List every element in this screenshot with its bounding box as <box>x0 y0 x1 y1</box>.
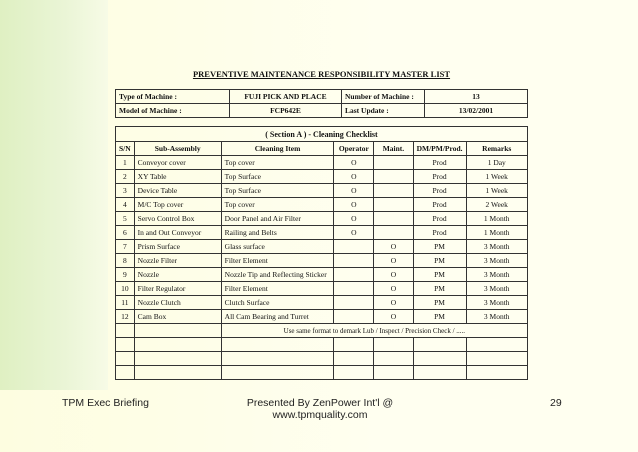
table-cell: Top Surface <box>221 184 334 198</box>
table-row <box>116 282 528 296</box>
table-cell: Prod <box>413 212 466 226</box>
table-cell: O <box>374 310 413 324</box>
table-cell: Top Surface <box>221 170 334 184</box>
table-cell <box>334 282 374 296</box>
table-cell <box>374 184 413 198</box>
table-cell: PM <box>413 268 466 282</box>
update-value: 13/02/2001 <box>425 104 528 118</box>
table-cell: 1 Week <box>466 170 528 184</box>
cleaning-checklist-table <box>115 126 528 380</box>
column-header: DM/PM/Prod. <box>413 142 466 156</box>
type-label: Type of Machine : <box>116 90 230 104</box>
table-cell <box>374 156 413 170</box>
table-cell: Door Panel and Air Filter <box>221 212 334 226</box>
table-cell <box>374 170 413 184</box>
table-cell: 12 <box>116 310 135 324</box>
table-row <box>116 254 528 268</box>
table-row <box>116 156 528 170</box>
format-note: Use same format to demark Lub / Inspect / Precision Check / ..... <box>221 324 527 338</box>
table-cell <box>334 268 374 282</box>
table-cell: PM <box>413 254 466 268</box>
table-cell: O <box>334 198 374 212</box>
column-header: S/N <box>116 142 135 156</box>
table-cell: Railing and Belts <box>221 226 334 240</box>
table-cell: O <box>374 268 413 282</box>
table-cell: Nozzle Clutch <box>134 296 221 310</box>
empty-row <box>116 338 528 352</box>
table-row <box>116 268 528 282</box>
table-row <box>116 170 528 184</box>
update-label: Last Update : <box>342 104 425 118</box>
table-row <box>116 212 528 226</box>
table-cell: 3 Month <box>466 268 528 282</box>
machine-info-table <box>115 89 528 118</box>
page-title: PREVENTIVE MAINTENANCE RESPONSIBILITY MASTER LIST <box>192 69 451 79</box>
table-cell: 3 <box>116 184 135 198</box>
table-row <box>116 198 528 212</box>
number-value: 13 <box>425 90 528 104</box>
table-cell: 2 <box>116 170 135 184</box>
footer-presenter: Presented By ZenPower Int'l @ <box>246 397 394 409</box>
table-row <box>116 296 528 310</box>
page-number: 29 <box>550 397 562 409</box>
table-cell: 10 <box>116 282 135 296</box>
table-cell: PM <box>413 240 466 254</box>
table-cell: Conveyor cover <box>134 156 221 170</box>
column-header: Sub-Assembly <box>134 142 221 156</box>
column-header: Cleaning Item <box>221 142 334 156</box>
table-cell: 6 <box>116 226 135 240</box>
number-label: Number of Machine : <box>342 90 425 104</box>
table-cell: Nozzle Tip and Reflecting Sticker <box>221 268 334 282</box>
table-cell: O <box>334 184 374 198</box>
table-cell: Prod <box>413 184 466 198</box>
table-cell: 3 Month <box>466 296 528 310</box>
table-cell: 3 Month <box>466 282 528 296</box>
table-cell: Prod <box>413 156 466 170</box>
table-row <box>116 310 528 324</box>
table-cell: 1 Week <box>466 184 528 198</box>
table-cell: 11 <box>116 296 135 310</box>
table-cell: 8 <box>116 254 135 268</box>
empty-row <box>116 352 528 366</box>
table-row <box>116 184 528 198</box>
table-cell <box>334 240 374 254</box>
table-cell: Filter Element <box>221 282 334 296</box>
slide-accent-band <box>0 0 108 390</box>
footer-left: TPM Exec Briefing <box>62 397 149 409</box>
table-cell: O <box>374 254 413 268</box>
table-cell: 2 Week <box>466 198 528 212</box>
table-cell: 3 Month <box>466 310 528 324</box>
table-cell: O <box>374 240 413 254</box>
table-cell: 1 Day <box>466 156 528 170</box>
model-value: FCP642E <box>230 104 342 118</box>
table-header-row <box>116 142 528 156</box>
table-cell: Top cover <box>221 198 334 212</box>
table-cell: 9 <box>116 268 135 282</box>
table-cell: 1 Month <box>466 226 528 240</box>
column-header: Operator <box>334 142 374 156</box>
footer-center <box>235 397 405 421</box>
section-title: ( Section A ) - Cleaning Checklist <box>116 127 528 142</box>
table-cell: Cam Box <box>134 310 221 324</box>
table-cell: Prod <box>413 170 466 184</box>
table-cell: O <box>334 226 374 240</box>
table-cell: Clutch Surface <box>221 296 334 310</box>
column-header: Remarks <box>466 142 528 156</box>
table-cell: Top cover <box>221 156 334 170</box>
table-cell: 3 Month <box>466 254 528 268</box>
model-label: Model of Machine : <box>116 104 230 118</box>
table-cell: Nozzle <box>134 268 221 282</box>
table-cell: O <box>374 282 413 296</box>
table-cell: PM <box>413 310 466 324</box>
table-cell: O <box>334 170 374 184</box>
table-cell: In and Out Conveyor <box>134 226 221 240</box>
table-cell: O <box>374 296 413 310</box>
table-cell: O <box>334 212 374 226</box>
table-cell: 5 <box>116 212 135 226</box>
table-cell: Prism Surface <box>134 240 221 254</box>
table-cell: All Cam Bearing and Turret <box>221 310 334 324</box>
table-cell: Servo Control Box <box>134 212 221 226</box>
table-cell <box>334 310 374 324</box>
table-cell: 7 <box>116 240 135 254</box>
table-row <box>116 226 528 240</box>
table-cell: M/C Top cover <box>134 198 221 212</box>
table-cell: 1 <box>116 156 135 170</box>
table-cell: 1 Month <box>466 212 528 226</box>
table-cell: 3 Month <box>466 240 528 254</box>
table-cell: PM <box>413 296 466 310</box>
table-cell: O <box>334 156 374 170</box>
footer-url[interactable]: www.tpmquality.com <box>272 409 368 421</box>
table-cell: XY Table <box>134 170 221 184</box>
table-row <box>116 240 528 254</box>
table-cell: Prod <box>413 198 466 212</box>
table-cell: PM <box>413 282 466 296</box>
type-value: FUJI PICK AND PLACE <box>230 90 342 104</box>
table-cell <box>374 198 413 212</box>
table-cell: Nozzle Filter <box>134 254 221 268</box>
empty-row <box>116 366 528 380</box>
table-cell <box>374 212 413 226</box>
table-cell <box>334 254 374 268</box>
table-cell: Prod <box>413 226 466 240</box>
column-header: Maint. <box>374 142 413 156</box>
table-cell: Filter Element <box>221 254 334 268</box>
table-cell: Glass surface <box>221 240 334 254</box>
table-cell: Device Table <box>134 184 221 198</box>
table-cell: Filter Regulator <box>134 282 221 296</box>
table-cell: 4 <box>116 198 135 212</box>
table-cell <box>374 226 413 240</box>
table-cell <box>334 296 374 310</box>
